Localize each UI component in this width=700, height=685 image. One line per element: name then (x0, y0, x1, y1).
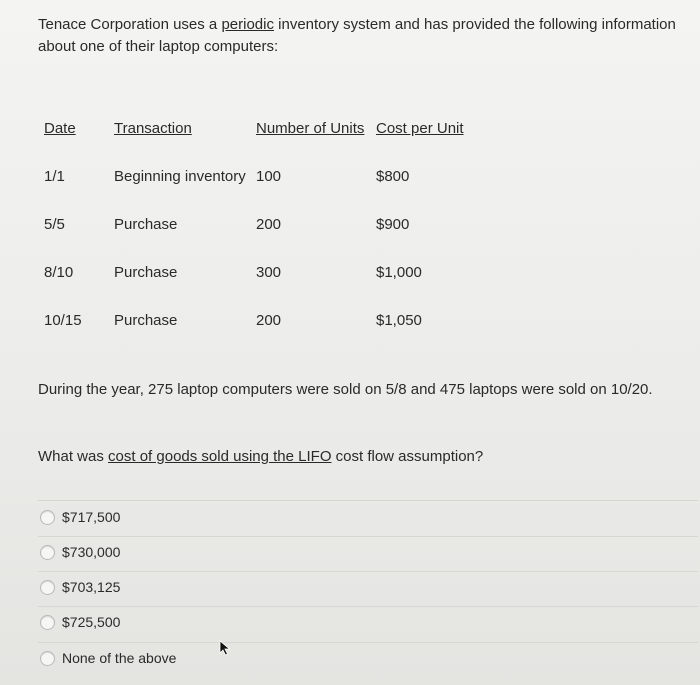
row-1-transaction: Beginning inventory (114, 168, 246, 185)
row-3-units: 300 (256, 264, 282, 281)
radio-button[interactable] (40, 651, 55, 666)
row-1-date: 1/1 (44, 168, 65, 185)
intro-text-before: Tenace Corporation uses a (38, 16, 222, 33)
row-3-transaction: Purchase (114, 264, 178, 281)
intro-text-after: inventory system and has provided the following information about one of their laptop computers: (38, 16, 676, 55)
question-after: cost flow assumption? (331, 448, 484, 465)
header-cost-per-unit: Cost per Unit (376, 120, 464, 137)
row-2-cost: $900 (376, 216, 410, 233)
radio-button[interactable] (40, 510, 55, 525)
periodic-link[interactable]: periodic (221, 16, 274, 33)
row-4-date: 10/15 (44, 312, 82, 329)
row-2-transaction: Purchase (114, 216, 178, 233)
row-2-date: 5/5 (44, 216, 65, 233)
header-number-of-units: Number of Units (256, 120, 365, 137)
radio-button[interactable] (40, 580, 55, 595)
cogs-lifo-link[interactable]: cost of goods sold using the LIFO (108, 448, 332, 465)
option-703125[interactable] (40, 576, 120, 598)
question-before: What was (38, 448, 109, 465)
option-label: $725,500 (62, 614, 121, 630)
divider (38, 500, 698, 501)
option-725500[interactable] (40, 611, 120, 633)
header-transaction: Transaction (114, 120, 192, 137)
row-1-units: 100 (256, 168, 282, 185)
option-label: None of the above (62, 650, 177, 666)
row-2-units: 200 (256, 216, 282, 233)
row-3-cost: $1,000 (376, 264, 422, 281)
divider (38, 536, 698, 537)
divider (38, 571, 698, 572)
question-text (38, 446, 678, 468)
divider (38, 606, 698, 607)
option-label: $703,125 (62, 579, 121, 595)
radio-button[interactable] (40, 545, 55, 560)
row-1-cost: $800 (376, 168, 410, 185)
divider (38, 642, 698, 643)
header-date: Date (44, 120, 76, 137)
option-label: $717,500 (62, 509, 121, 525)
row-4-units: 200 (256, 312, 282, 329)
option-730000[interactable] (40, 541, 120, 563)
row-3-date: 8/10 (44, 264, 74, 281)
sales-text: During the year, 275 laptop computers were sold on 5/8 and 475 laptops were sold on 10/20. (38, 381, 653, 398)
option-717500[interactable] (40, 506, 120, 528)
mouse-cursor-icon (219, 640, 231, 656)
row-4-transaction: Purchase (114, 312, 178, 329)
radio-button[interactable] (40, 615, 55, 630)
row-4-cost: $1,050 (376, 312, 422, 329)
option-none-of-the-above[interactable] (40, 647, 176, 669)
option-label: $730,000 (62, 544, 121, 560)
